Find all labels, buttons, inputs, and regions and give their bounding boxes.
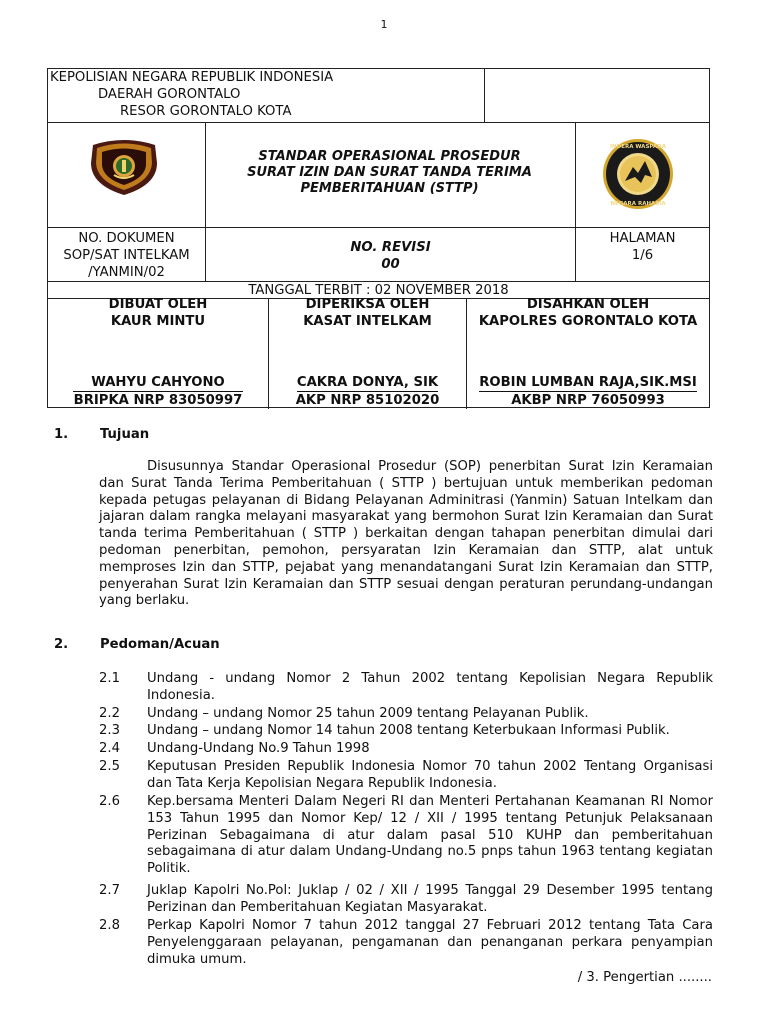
reference-text: Undang – undang Nomor 25 tahun 2009 tentang Pelayanan Publik. xyxy=(147,706,589,721)
halaman-label: HALAMAN xyxy=(609,231,676,246)
signature-position: KASAT INTELKAM xyxy=(303,314,432,329)
signature-role: DIBUAT OLEH xyxy=(108,297,208,312)
tujuan-paragraph: Disusunnya Standar Operasional Prosedur (SOP) penerbitan Surat Izin Keramaian dan Surat Tanda Terima Pemberitahuan ( STTP ) bertujuan untuk memberikan pedoman kepada petugas pelayanan di Bidang Pelayanan Adminitrasi (Yanmin) Satuan Intelkam dan jajaran dalam rangka melayani masyarakat yang bermohon Surat Izin Keramaian dan Surat tanda terima Pemberitahuan ( STTP ) berkaitan dengan tahapan penerbitan dimulai dari pedoman penerbitan, pemohon, persyaratan Izin Keramaian dan STTP, alat untuk memproses Izin dan STTP, pejabat yang menandatangani Surat Izin Keramaian dan STTP, penyerahan Surat Izin Keramaian dan STTP sesuai dengan peraturan perundang-undangan yang berlaku. xyxy=(99,459,713,609)
reference-text: Perkap Kapolri Nomor 7 tahun 2012 tanggal 27 Februari 2012 tentang Tata Cara Penyelenggaraan pelayanan, pengamanan dan penanganan perkara penyampian dimuka umum. xyxy=(147,918,713,967)
reference-text: Undang – undang Nomor 14 tahun 2008 tentang Keterbukaan Informasi Publik. xyxy=(147,723,670,738)
signatory-rank: BRIPKA NRP 83050997 xyxy=(73,393,243,408)
signature-block-1 xyxy=(48,296,268,330)
reference-number: 2.2 xyxy=(99,706,120,721)
signatory-name: ROBIN LUMBAN RAJA,SIK.MSI xyxy=(479,375,697,390)
org-line-2: DAERAH GORONTALO xyxy=(98,87,241,102)
signature-position: KAPOLRES GORONTALO KOTA xyxy=(478,314,698,329)
reference-number: 2.1 xyxy=(99,671,120,686)
reference-number: 2.4 xyxy=(99,741,120,756)
reference-text: Juklap Kapolri No.Pol: Juklap / 02 / XII / 1995 Tanggal 29 Desember 1995 tentang Perizinan dan Pemberitahuan Kegiatan Masyarakat. xyxy=(147,883,713,915)
reference-number: 2.6 xyxy=(99,794,120,809)
section-title: Pedoman/Acuan xyxy=(100,637,220,652)
organization-name xyxy=(50,69,486,120)
page-cell xyxy=(576,230,709,264)
logo-text-top: INDERA WASPADA xyxy=(609,144,667,150)
reference-number: 2.8 xyxy=(99,918,120,933)
document-header-table xyxy=(47,68,710,408)
title-line-2: SURAT IZIN DAN SURAT TANDA TERIMA xyxy=(247,165,532,180)
halaman-value: 1/6 xyxy=(631,248,654,263)
org-line-3: RESOR GORONTALO KOTA xyxy=(120,104,292,119)
signature-name-block-1 xyxy=(48,374,268,409)
signature-role: DIPERIKSA OLEH xyxy=(305,297,430,312)
logo-text-bottom: NEGARA RAHASIA xyxy=(610,201,666,207)
section-title: Tujuan xyxy=(100,427,150,442)
signature-role: DISAHKAN OLEH xyxy=(526,297,650,312)
signatory-name: CAKRA DONYA, SIK xyxy=(296,375,439,390)
title-line-3: PEMBERITAHUAN (STTP) xyxy=(300,181,479,196)
signatory-name: WAHYU CAHYONO xyxy=(73,375,243,392)
reference-text: Keputusan Presiden Republik Indonesia Nomor 70 tahun 2002 Tentang Organisasi dan Tata Kerja Kepolisian Negara Republik Indonesia. xyxy=(147,759,713,791)
issue-date: TANGGAL TERBIT : 02 NOVEMBER 2018 xyxy=(248,283,509,298)
police-emblem-logo xyxy=(85,137,163,197)
reference-text: Undang - undang Nomor 2 Tahun 2002 tentang Kepolisian Negara Republik Indonesia. xyxy=(147,671,713,703)
doc-no-value-2: /YANMIN/02 xyxy=(88,265,165,280)
title-line-1: STANDAR OPERASIONAL PROSEDUR xyxy=(258,149,521,164)
doc-no-label: NO. DOKUMEN xyxy=(78,231,175,246)
signatory-rank: AKP NRP 85102020 xyxy=(295,393,440,408)
reference-number: 2.7 xyxy=(99,883,120,898)
reference-number: 2.3 xyxy=(99,723,120,738)
doc-no-value-1: SOP/SAT INTELKAM xyxy=(63,248,190,263)
reference-text: Kep.bersama Menteri Dalam Negeri RI dan Menteri Pertahanan Keamanan RI Nomor 153 Tahun 1995 dan Nomor Kep/ 12 / XII / 1995 tentang Petunjuk Pelaksanaan Perizinan Sebagaimana di atur dalam pasal 510 KUHP dan pemberitahuan sebagaimana di atur dalam Undang-Undang no.5 pnps tahun 1963 tentang kegiatan Politik. xyxy=(147,794,713,877)
signature-position: KAUR MINTU xyxy=(110,314,206,329)
signature-block-2 xyxy=(269,296,466,330)
signature-name-block-2 xyxy=(269,374,466,409)
reference-text: Undang-Undang No.9 Tahun 1998 xyxy=(147,741,370,756)
section-number: 2. xyxy=(54,637,69,652)
revision-cell xyxy=(206,239,575,273)
document-title xyxy=(208,149,571,197)
revision-value: 00 xyxy=(381,257,400,272)
signature-block-3 xyxy=(467,296,709,330)
continuation-note: / 3. Pengertian ........ xyxy=(577,970,712,985)
revision-label: NO. REVISI xyxy=(350,240,431,255)
intelkam-emblem-logo xyxy=(601,137,675,211)
reference-number: 2.5 xyxy=(99,759,120,774)
page-number: 1 xyxy=(380,18,388,31)
section-number: 1. xyxy=(54,427,69,442)
signatory-rank: AKBP NRP 76050993 xyxy=(511,393,665,408)
org-line-1: KEPOLISIAN NEGARA REPUBLIK INDONESIA xyxy=(50,70,334,85)
signature-name-block-3 xyxy=(467,374,709,409)
document-number-cell xyxy=(48,230,205,281)
